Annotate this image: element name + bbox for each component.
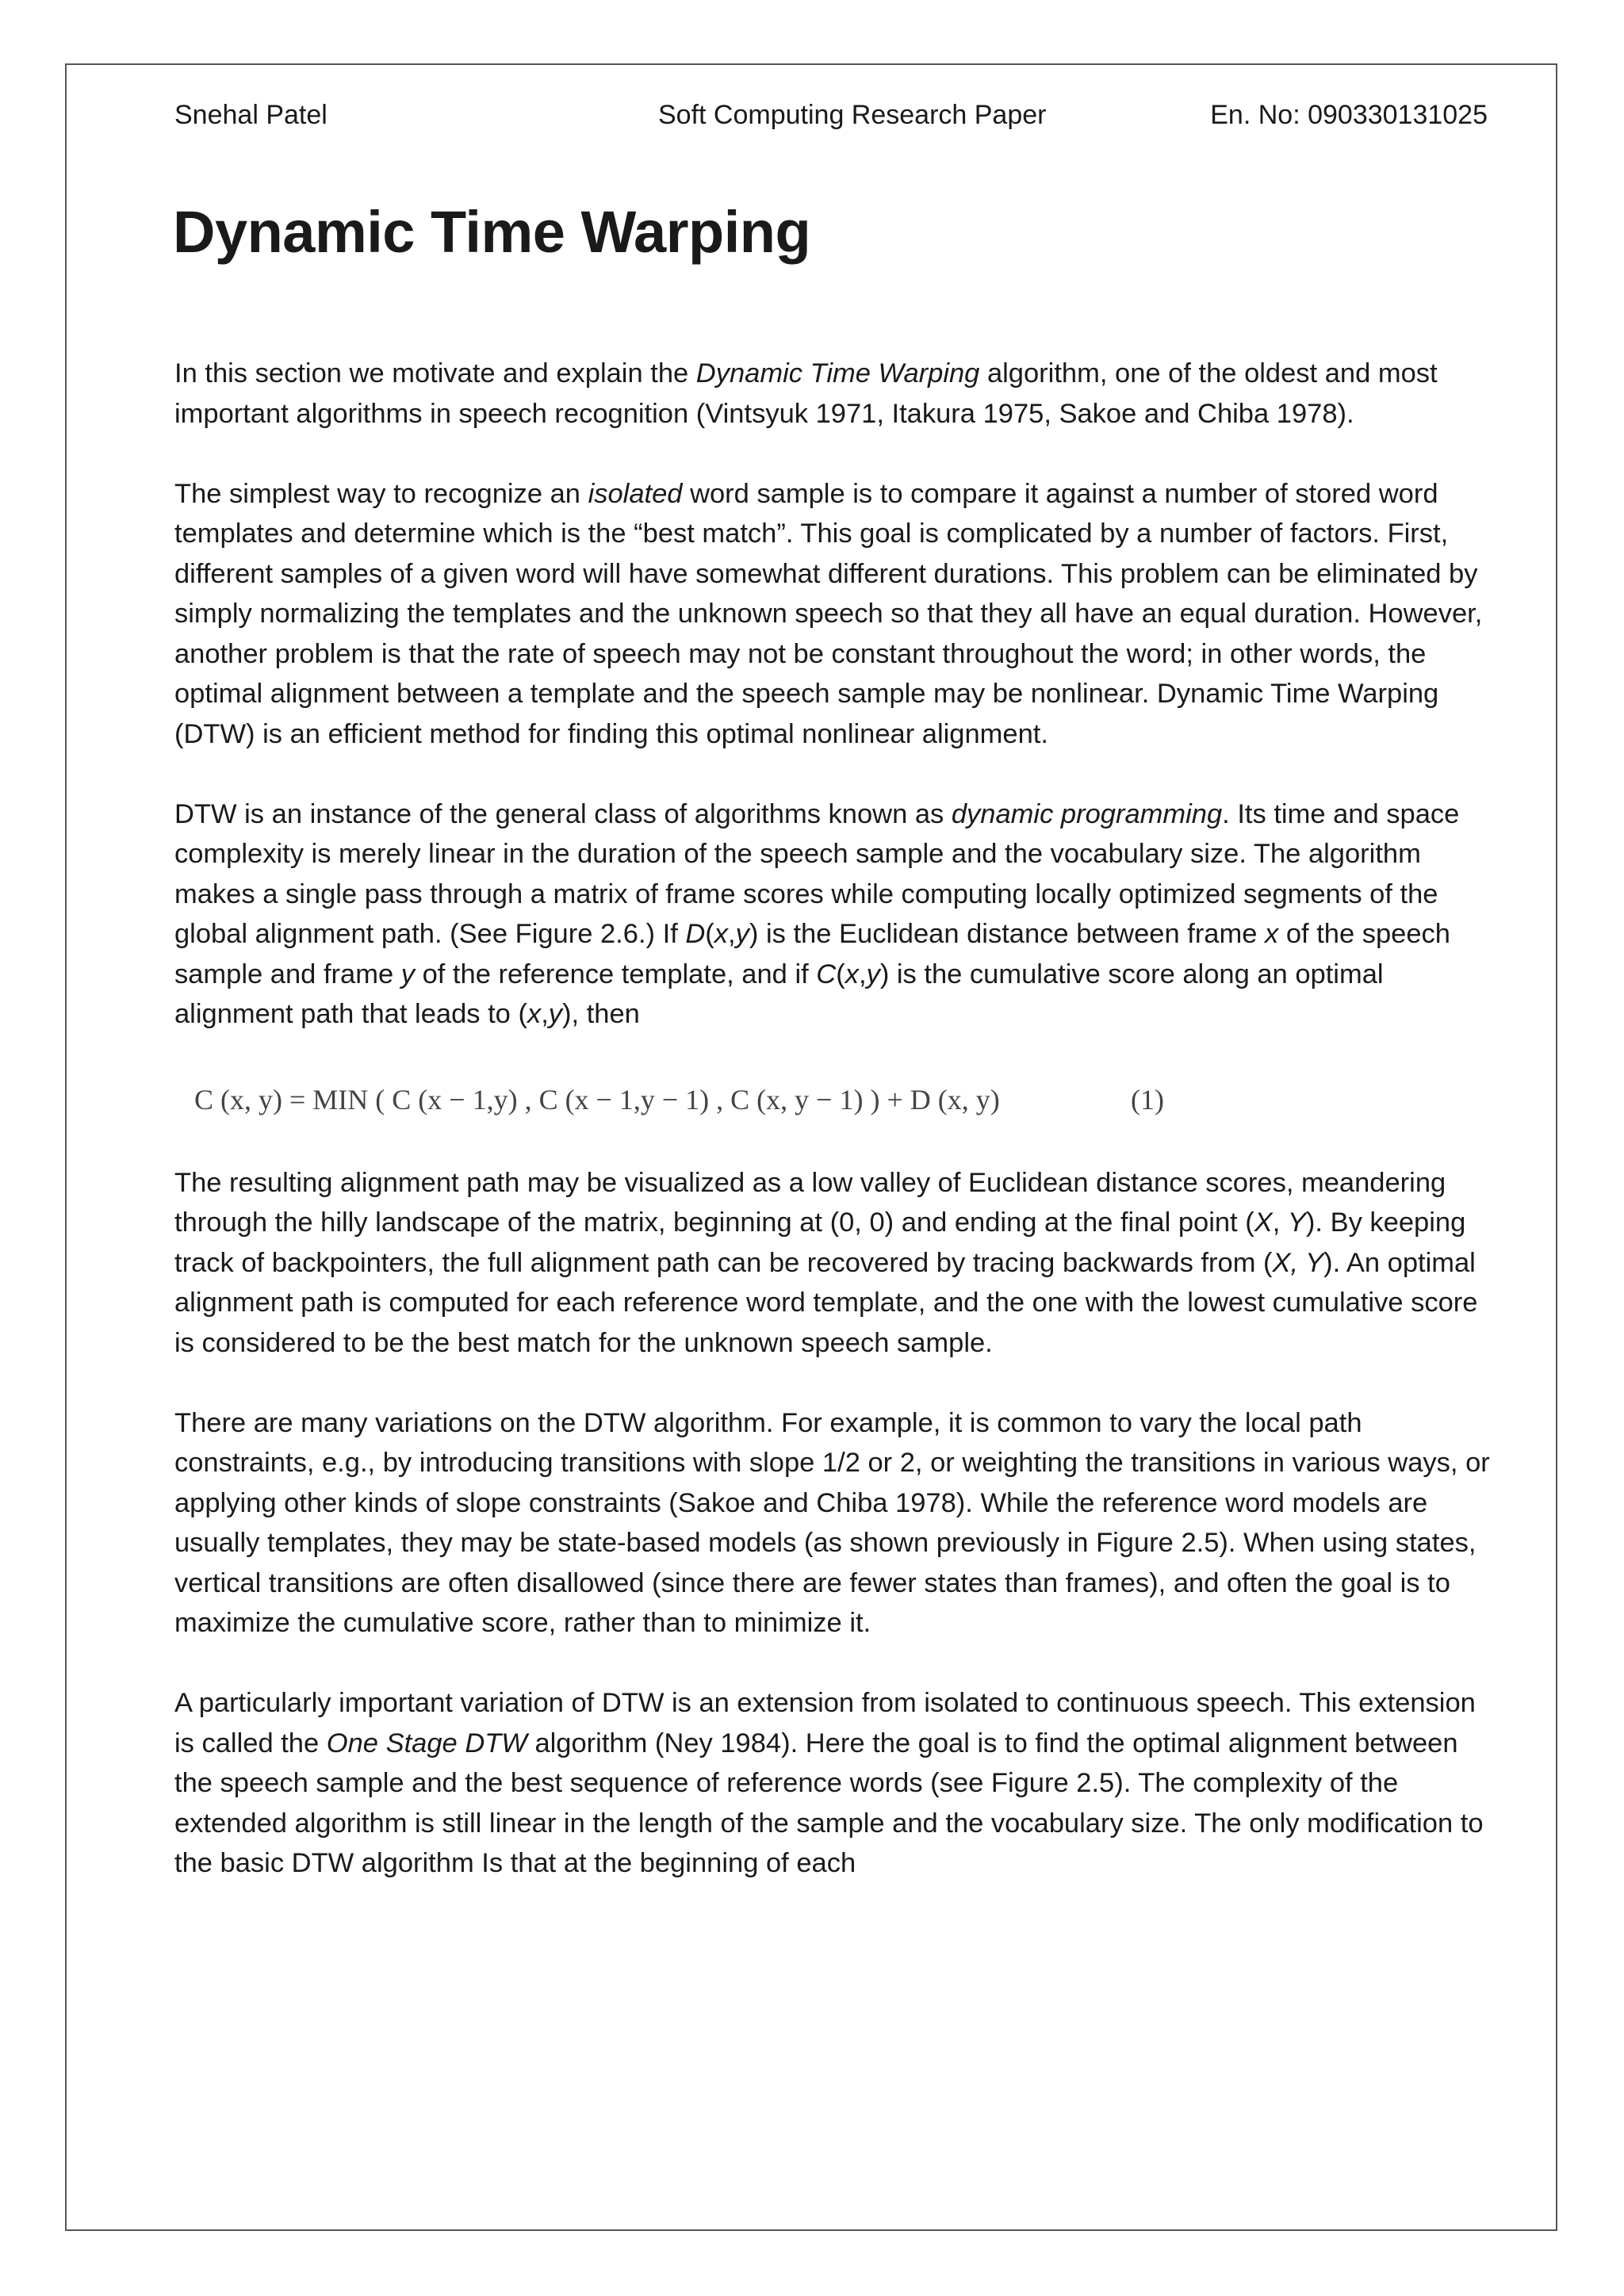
paragraph-alignment-path	[174, 1163, 1499, 1364]
paragraph-variations: There are many variations on the DTW algorithm. For example, it is common to vary the local path constraints, e.g., by introducing transitions with slope 1/2 or 2, or weighting the transitions in various ways, or applying other kinds of slope constraints (Sakoe and Chiba 1978). While the reference word models are usually templates, they may be state-based models (as shown previously in Figure 2.5). When using states, vertical transitions are often disallowed (since there are fewer states than frames), and often the goal is to maximize the cumulative score, rather than to minimize it.	[174, 1407, 1490, 1638]
p3-text: DTW is an instance of the general class of algorithms known as	[174, 798, 952, 829]
equation-block	[174, 1035, 1499, 1163]
p3-text: of the reference template, and if	[414, 959, 817, 989]
p3-var: x	[714, 919, 729, 949]
p3-text: ) is the Euclidean distance between frame	[749, 919, 1265, 949]
p3-var: x	[1265, 919, 1279, 949]
p4-text: ). By keeping track of backpointers, the full alignment path can be recovered by tracing backwards from (	[174, 1207, 1466, 1278]
header-author: Snehal Patel	[174, 100, 327, 130]
equation-number: (1)	[1131, 1083, 1164, 1115]
p4-text: The resulting alignment path may be visualized as a low valley of Euclidean distance scores, meandering through the hilly landscape of the matrix, beginning at (0, 0) and ending at the final point (	[174, 1167, 1446, 1238]
p6-text: algorithm (Ney 1984). Here the goal is to find the optimal alignment between the speech sample and the best sequence of reference words (see Figure 2.5). The complexity of the extended algorithm is still linear in the length of the sample and the vocabulary size. The only modification to the basic DTW algorithm Is that at the beginning of each	[174, 1728, 1484, 1878]
p4-text: ). An optimal alignment path is computed for each reference word template, and the one with the lowest cumulative score is considered to be the best match for the unknown speech sample.	[174, 1247, 1478, 1358]
p6-italic-term: One Stage DTW	[326, 1728, 527, 1758]
p1-text-c: algorithm, one of the oldest and most important algorithms in speech recognition (Vintsyuk 1971, Itakura 1975, Sakoe and Chiba 1978).	[174, 358, 1438, 429]
p4-var: Y	[1287, 1207, 1306, 1238]
paragraph-intro	[174, 354, 1499, 434]
p3-var: y	[866, 959, 880, 989]
paper-body	[174, 354, 1499, 1923]
paragraph-isolated-word	[174, 474, 1499, 755]
p3-var: y	[735, 919, 749, 949]
p3-text: (	[836, 959, 845, 989]
p2-text-c: word sample is to compare it against a number of stored word templates and determine which is the “best match”. This goal is complicated by a number of factors. First, different samples of a given word will have somewhat different durations. This problem can be eliminated by simply normalizing the templates and the unknown speech so that they all have an equal duration. However, another problem is that the rate of speech may not be constant throughout the word; in other words, the optimal alignment between a template and the speech sample may be nonlinear. Dynamic Time Warping (DTW) is an efficient method for finding this optimal nonlinear alignment.	[174, 478, 1483, 749]
p3-var: C	[816, 959, 837, 989]
page-title: Dynamic Time Warping	[173, 199, 811, 265]
p6-text: A particularly important variation of DTW is an extension from isolated to continuous speech. This extension is called the	[174, 1688, 1476, 1758]
paragraph-one-stage-dtw	[174, 1683, 1499, 1884]
p4-var: X, Y	[1272, 1247, 1324, 1278]
p1-italic-term: Dynamic Time Warping	[695, 358, 980, 388]
p3-var: x	[527, 999, 542, 1029]
p1-text-a: In this section we motivate and explain the	[174, 358, 696, 388]
header-paper-title: Soft Computing Research Paper	[658, 100, 1047, 130]
p3-var: y	[400, 959, 415, 989]
p3-text: ), then	[562, 999, 640, 1029]
p4-text: ,	[1272, 1207, 1288, 1238]
p3-var: D	[685, 919, 706, 949]
p3-text: of the speech sample and frame	[174, 919, 1450, 989]
equation-formula: C (x, y) = MIN ( C (x − 1,y) , C (x − 1,y − 1) , C (x, y − 1) ) + D (x, y)	[194, 1083, 1000, 1115]
p3-var: y	[548, 999, 563, 1029]
page-header	[174, 100, 1488, 132]
header-enrollment-number: En. No: 090330131025	[1210, 100, 1488, 130]
p4-var: X	[1254, 1207, 1273, 1238]
p3-italic-term: dynamic programming	[951, 798, 1223, 829]
paragraph-dynamic-programming	[174, 794, 1499, 1035]
p3-text: ,	[728, 919, 736, 949]
p3-text: ,	[541, 999, 549, 1029]
p3-var: x	[845, 959, 859, 989]
p3-text: ) is the cumulative score along an optimal alignment path that leads to (	[174, 959, 1384, 1029]
p2-italic-term: isolated	[588, 478, 683, 509]
p2-text-a: The simplest way to recognize an	[174, 478, 588, 509]
p3-text: . Its time and space complexity is merely linear in the duration of the speech sample and the vocabulary size. The algorithm makes a single pass through a matrix of frame scores while computing locally optimized segments of the global alignment path. (See Figure 2.6.) If	[174, 798, 1460, 949]
p3-text: (	[705, 919, 714, 949]
p3-text: ,	[858, 959, 867, 989]
